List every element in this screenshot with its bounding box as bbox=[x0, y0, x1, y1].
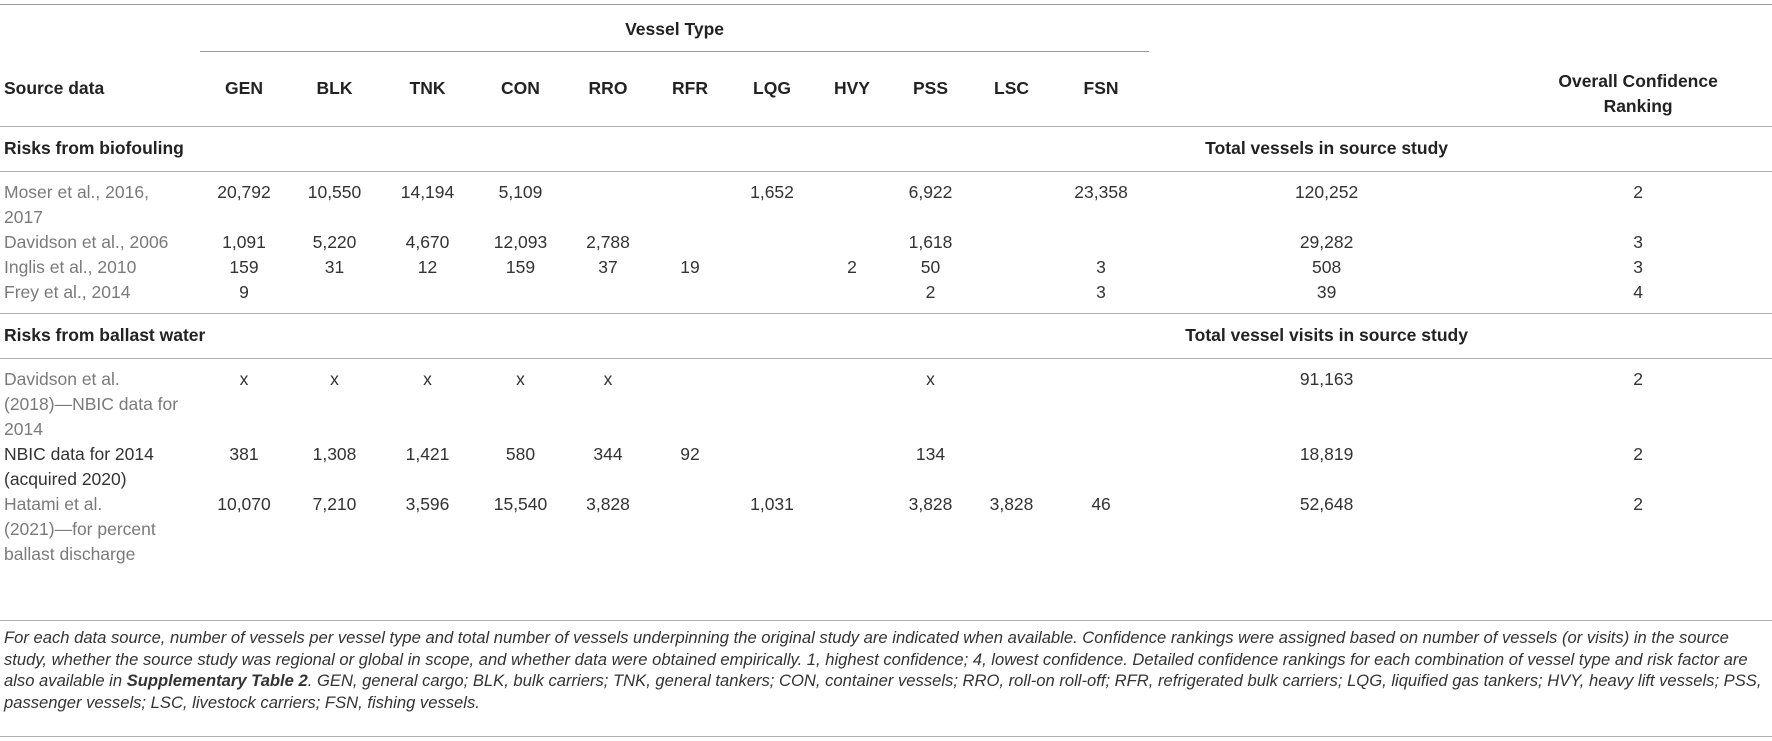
source-data-header: Source data bbox=[4, 78, 105, 98]
value-cell: 6,922 bbox=[891, 171, 970, 230]
value-cell bbox=[649, 230, 731, 255]
value-cell: 3,828 bbox=[586, 493, 630, 514]
value-cell bbox=[731, 230, 813, 255]
value-cell: x bbox=[200, 358, 288, 442]
value-cell: 2,788 bbox=[586, 231, 630, 252]
value-cell bbox=[813, 492, 891, 575]
section-title-biofouling: Risks from biofouling bbox=[0, 126, 1149, 171]
value-cell bbox=[731, 442, 813, 492]
total-cell: 39 bbox=[1316, 281, 1337, 302]
source-cell: Davidson et al. (2018)—NBIC data for 2014 bbox=[0, 358, 200, 442]
total-cell: 52,648 bbox=[1299, 493, 1354, 514]
total-cell: 120,252 bbox=[1149, 171, 1504, 230]
col-header-con: CON bbox=[474, 52, 567, 127]
value-cell: 31 bbox=[324, 256, 345, 277]
value-cell: 1,308 bbox=[312, 443, 357, 464]
value-cell: 12 bbox=[417, 256, 438, 277]
value-cell: 1,652 bbox=[731, 171, 813, 230]
overall-confidence-line1: Overall Confidence bbox=[1558, 70, 1718, 91]
source-cell: Frey et al., 2014 bbox=[4, 281, 131, 302]
value-cell bbox=[649, 280, 731, 314]
col-header-lsc: LSC bbox=[970, 52, 1053, 127]
col-header-blk: BLK bbox=[288, 52, 381, 127]
footnote-text-1: For each data source, number of vessels per vessel type and total number of vessels underpinning the original study are indicated when available. Confidence rankings were assigned based on number of vessels (or visits) in the source study, whether the source study was regional or global in scope, and whether data were obtained empirically. 1, highest confidence; 4, lowest confidence. Detailed confidence rankings for each combination of vessel type and risk factor are also available in bbox=[4, 628, 1748, 690]
value-cell: 1,421 bbox=[405, 443, 450, 464]
value-cell bbox=[970, 171, 1053, 230]
value-cell: 2 bbox=[925, 281, 936, 302]
source-cell: Moser et al., 2016, 2017 bbox=[0, 171, 200, 230]
table-row bbox=[0, 230, 1772, 255]
value-cell: 3 bbox=[1096, 256, 1106, 277]
value-cell: 2 bbox=[847, 256, 857, 277]
total-cell: 29,282 bbox=[1299, 231, 1354, 252]
value-cell bbox=[813, 171, 891, 230]
value-cell bbox=[649, 492, 731, 575]
ranking-cell: 2 bbox=[1633, 493, 1643, 514]
ranking-cell: 3 bbox=[1633, 256, 1643, 277]
value-cell: 5,220 bbox=[312, 231, 357, 252]
value-cell: 37 bbox=[598, 256, 618, 277]
vessel-data-table bbox=[0, 4, 1772, 575]
value-cell: 3,828 bbox=[989, 493, 1034, 514]
value-cell: 580 bbox=[505, 443, 536, 464]
value-cell: 10,550 bbox=[288, 171, 381, 230]
ranking-cell: 2 bbox=[1504, 171, 1772, 230]
value-cell: 344 bbox=[593, 443, 623, 464]
value-cell bbox=[970, 442, 1053, 492]
value-cell bbox=[970, 280, 1053, 314]
ranking-cell: 2 bbox=[1504, 358, 1772, 442]
table-body bbox=[0, 126, 1772, 575]
value-cell: 159 bbox=[505, 256, 536, 277]
value-cell bbox=[731, 358, 813, 442]
value-cell: 7,210 bbox=[312, 493, 357, 514]
footnote-text-2: . GEN, general cargo; BLK, bulk carriers; TNK, general tankers; CON, container vessels; RRO, roll-on roll-off; RFR, refrigerated bulk carriers; LQG, liquified gas tankers; HVY, heavy lift vessels; PSS, passenger vessels; LSC, livestock carriers; FSN, fishing vessels. bbox=[4, 671, 1762, 712]
source-cell: Davidson et al., 2006 bbox=[4, 231, 169, 252]
total-label-ballast: Total vessel visits in source study bbox=[1149, 313, 1504, 358]
value-cell: 92 bbox=[680, 443, 700, 464]
value-cell: 3,596 bbox=[405, 493, 450, 514]
source-cell: NBIC data for 2014 (acquired 2020) bbox=[4, 443, 154, 489]
table-row bbox=[0, 442, 1772, 492]
value-cell bbox=[813, 442, 891, 492]
bottom-divider bbox=[0, 736, 1772, 737]
value-cell bbox=[731, 255, 813, 280]
table-row bbox=[0, 280, 1772, 314]
ranking-cell: 3 bbox=[1633, 231, 1643, 252]
value-cell: 19 bbox=[680, 256, 700, 277]
value-cell: x bbox=[381, 358, 474, 442]
col-header-lqg: LQG bbox=[731, 52, 813, 127]
value-cell bbox=[381, 280, 474, 314]
value-cell: 134 bbox=[915, 443, 946, 464]
value-cell: 159 bbox=[229, 256, 259, 277]
value-cell bbox=[649, 171, 731, 230]
total-cell: 18,819 bbox=[1299, 443, 1354, 464]
value-cell: 20,792 bbox=[200, 171, 288, 230]
value-cell bbox=[813, 358, 891, 442]
value-cell: 12,093 bbox=[493, 231, 548, 252]
value-cell: 1,618 bbox=[908, 231, 953, 252]
value-cell bbox=[1053, 442, 1149, 492]
col-header-fsn: FSN bbox=[1053, 52, 1149, 127]
table-row bbox=[0, 255, 1772, 280]
overall-confidence-header bbox=[1504, 52, 1772, 127]
value-cell: x bbox=[474, 358, 567, 442]
vessel-type-header: Vessel Type bbox=[200, 5, 1149, 52]
supplementary-table-link[interactable]: Supplementary Table 2 bbox=[126, 671, 308, 690]
overall-confidence-line2: Ranking bbox=[1603, 95, 1673, 116]
col-header-rro: RRO bbox=[567, 52, 649, 127]
value-cell: 14,194 bbox=[381, 171, 474, 230]
table-row bbox=[0, 171, 1772, 230]
value-cell bbox=[970, 255, 1053, 280]
source-cell: Inglis et al., 2010 bbox=[4, 256, 137, 277]
value-cell bbox=[567, 171, 649, 230]
value-cell bbox=[1053, 230, 1149, 255]
value-cell: 381 bbox=[229, 443, 259, 464]
value-cell: 9 bbox=[239, 281, 249, 302]
col-header-gen: GEN bbox=[200, 52, 288, 127]
value-cell: 10,070 bbox=[217, 493, 271, 514]
value-cell bbox=[474, 280, 567, 314]
table-row bbox=[0, 492, 1772, 575]
value-cell bbox=[288, 280, 381, 314]
table-footnote bbox=[4, 627, 1764, 713]
total-label-biofouling: Total vessels in source study bbox=[1149, 126, 1504, 171]
table-row bbox=[0, 358, 1772, 442]
value-cell: 1,091 bbox=[222, 231, 266, 252]
value-cell bbox=[1053, 358, 1149, 442]
ranking-cell: 2 bbox=[1633, 443, 1643, 464]
value-cell: 46 bbox=[1091, 493, 1111, 514]
value-cell: 3,828 bbox=[908, 493, 953, 514]
col-header-tnk: TNK bbox=[381, 52, 474, 127]
section-title-ballast: Risks from ballast water bbox=[0, 313, 1149, 358]
value-cell bbox=[970, 230, 1053, 255]
total-cell: 91,163 bbox=[1149, 358, 1504, 442]
value-cell: 5,109 bbox=[474, 171, 567, 230]
value-cell bbox=[649, 358, 731, 442]
value-cell: 23,358 bbox=[1053, 171, 1149, 230]
value-cell: x bbox=[567, 358, 649, 442]
source-cell: Hatami et al. (2021)—for percent ballast discharge bbox=[4, 493, 156, 564]
total-cell: 508 bbox=[1311, 256, 1342, 277]
value-cell: 3 bbox=[1096, 281, 1106, 302]
value-cell bbox=[813, 230, 891, 255]
value-cell: 15,540 bbox=[493, 493, 548, 514]
value-cell: x bbox=[288, 358, 381, 442]
col-header-rfr: RFR bbox=[649, 52, 731, 127]
value-cell: 1,031 bbox=[750, 493, 794, 514]
value-cell bbox=[567, 280, 649, 314]
value-cell: 4,670 bbox=[405, 231, 450, 252]
col-header-pss: PSS bbox=[891, 52, 970, 127]
value-cell: 50 bbox=[920, 256, 941, 277]
value-cell: x bbox=[891, 358, 970, 442]
value-cell bbox=[970, 358, 1053, 442]
col-header-hvy: HVY bbox=[813, 52, 891, 127]
value-cell bbox=[731, 280, 813, 314]
ranking-cell: 4 bbox=[1633, 281, 1643, 302]
value-cell bbox=[813, 280, 891, 314]
footnote-divider bbox=[0, 620, 1772, 621]
